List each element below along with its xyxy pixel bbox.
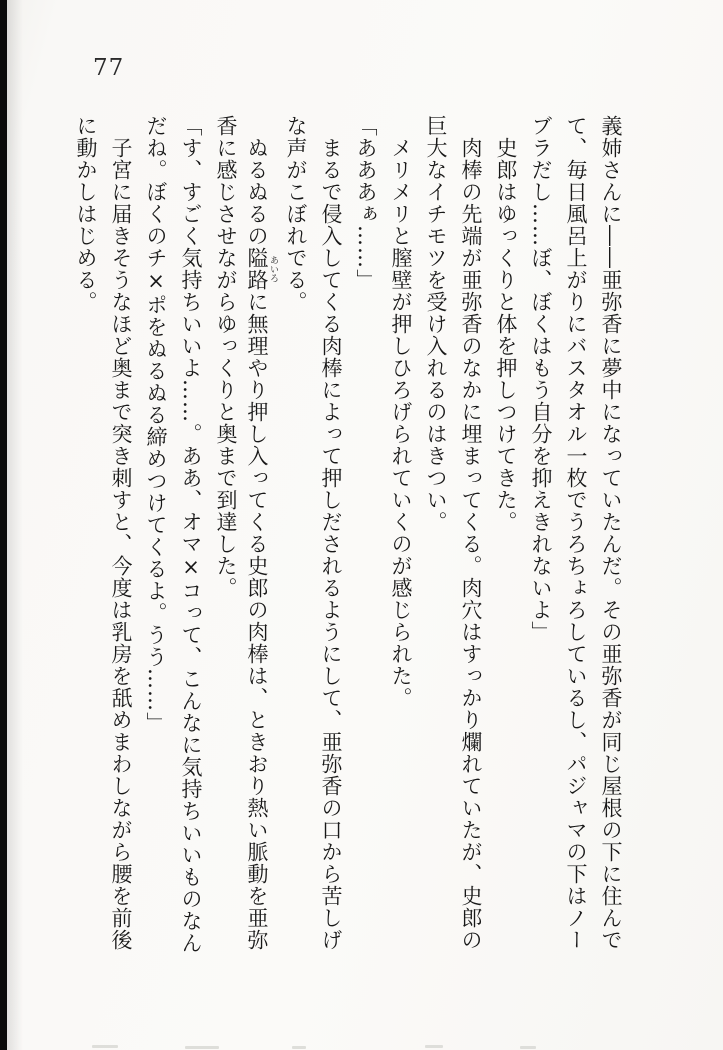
scan-gutter-edge: [0, 0, 7, 1050]
text-column: 「す、すごく気持ちいいよ……。ああ、オマ×コって、こんなに気持ちいいものなん: [179, 115, 203, 954]
text-column: 「あああぁ……」: [354, 115, 378, 291]
text-column: ブラだし……ぼ、ぼくはもう自分を抑えきれないよ」: [529, 115, 553, 643]
scan-artifact: [425, 1045, 443, 1048]
text-column: 肉棒の先端が亜弥香のなかに埋まってくる。肉穴はすっかり爛れていたが、史郎の: [459, 137, 483, 951]
text-column: て、毎日風呂上がりにバスタオル一枚でうろちょろしているし、パジャマの下はノー: [564, 115, 588, 951]
scan-artifact: [185, 1046, 219, 1049]
scan-artifact: [92, 1045, 118, 1048]
text-columns: [68, 115, 628, 960]
scan-gutter-shadow: [7, 0, 23, 1050]
text-column: メリメリと膣壁が押しひろげられていくのが感じられた。: [389, 137, 413, 709]
ruby-annotated-word: 隘路 あいろ: [245, 247, 278, 291]
text-column: 香に感じさせながらゆっくりと奥まで到達した。: [214, 115, 238, 599]
text-column: 義姉さんに――亜弥香に夢中になっていたんだ。その亜弥香が同じ屋根の下に住んで: [599, 115, 623, 951]
text-column: 史郎はゆっくりと体を押しつけてきた。: [494, 137, 518, 533]
text-column: だね。ぼくのチ×ポをぬるぬる締めつけてくるよ。うう……」: [144, 115, 168, 734]
page-number: 77: [93, 55, 125, 81]
text-column: 巨大なイチモツを受け入れるのはきつい。: [424, 115, 448, 533]
text-column: 子宮に届きそうなほど奥まで突き刺すと、今度は乳房を舐めまわしながら腰を前後: [109, 137, 133, 951]
text-column: な声がこぼれでる。: [284, 115, 308, 313]
text-column: に動かしはじめる。: [74, 115, 98, 313]
scan-artifact: [520, 1046, 536, 1049]
scan-artifact: [292, 1046, 306, 1049]
text-column: まるで侵入してくる肉棒によって押しだされるようにして、亜弥香の口から苦しげ: [319, 137, 343, 951]
text-column: ぬるぬるの隘路 あいろに無理やり押し入ってくる史郎の肉棒は、ときおり熱い脈動を亜弥: [245, 137, 278, 951]
